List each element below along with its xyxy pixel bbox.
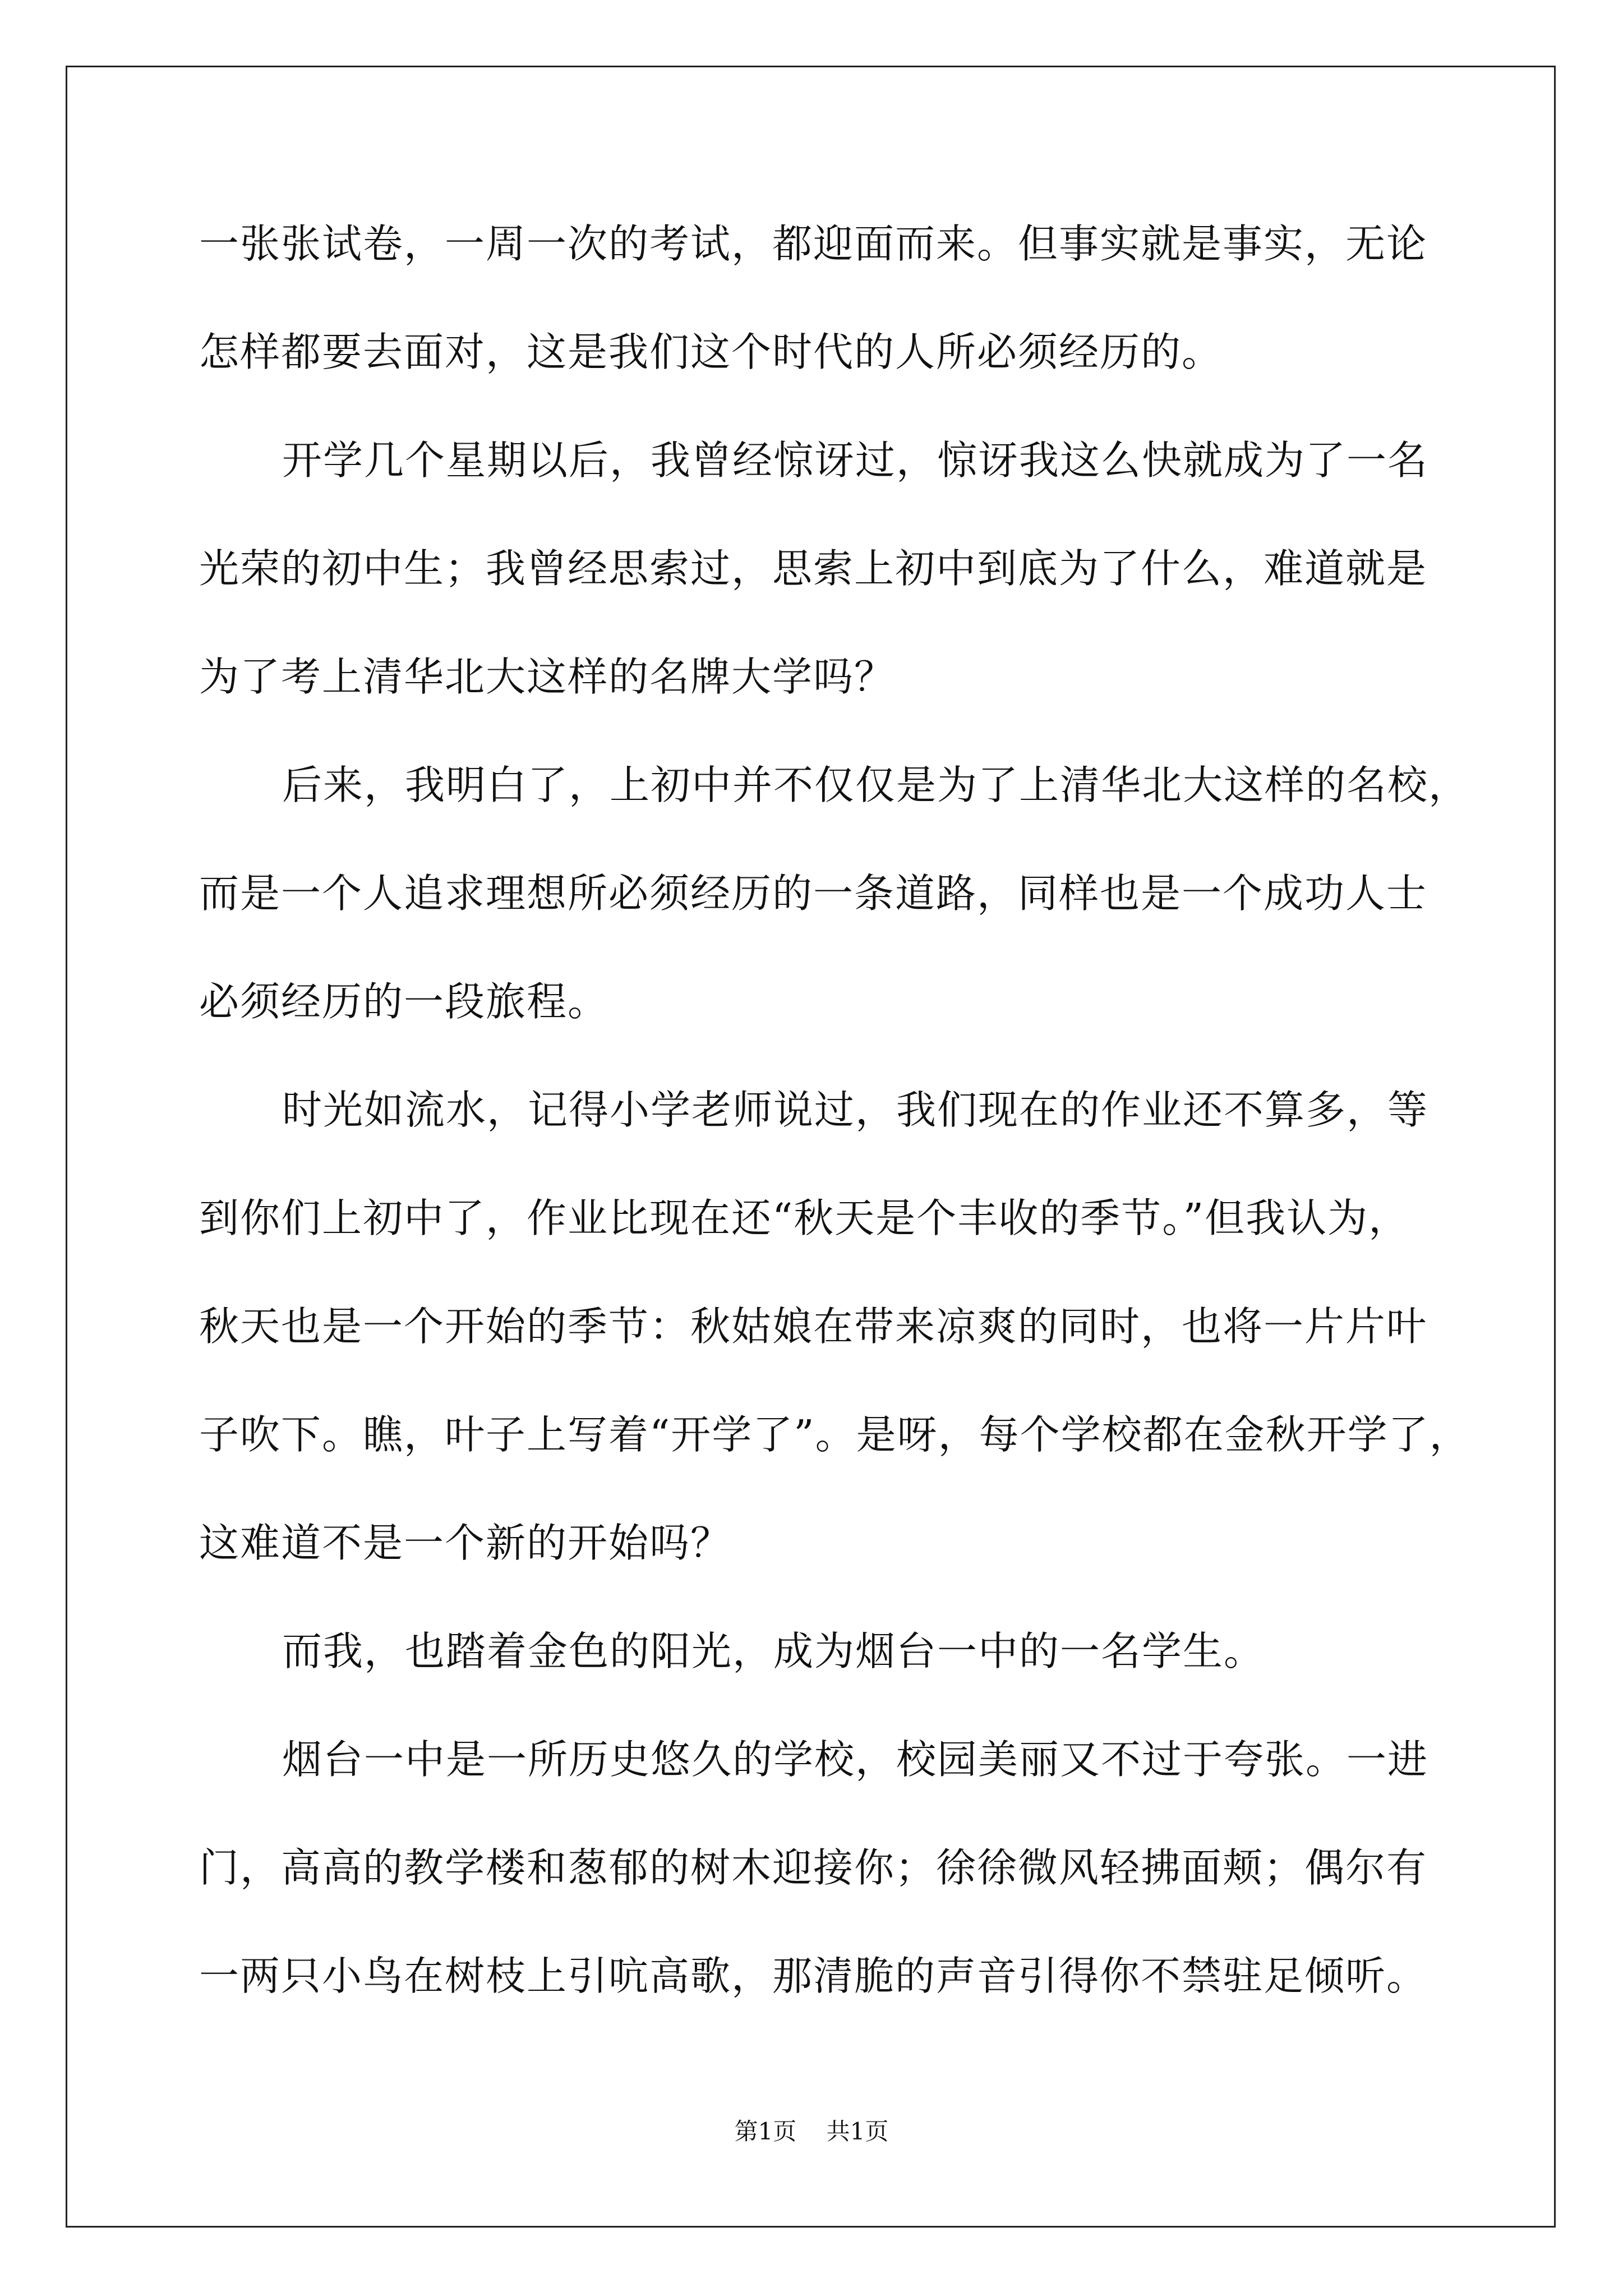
text-line: 为了考上清华北大这样的名牌大学吗？ (199, 654, 896, 700)
text-line: 怎样都要去面对，这是我们这个时代的人所必须经历的。 (199, 329, 1223, 375)
text-line: 门，高高的教学楼和葱郁的树木迎接你；徐徐微风轻拂面颊；偶尔有 (199, 1844, 1428, 1891)
text-line: 光荣的初中生；我曾经思索过，思索上初中到底为了什么，难道就是 (199, 545, 1428, 592)
text-line: 秋天也是一个开始的季节：秋姑娘在带来凉爽的同时，也将一片片叶 (199, 1303, 1428, 1350)
text-line: 到你们上初中了，作业比现在还“秋天是个丰收的季节。”但我认为， (199, 1195, 1410, 1241)
page-number-footer: 第1页 共1页 (734, 2118, 889, 2145)
text-line: 子吹下。瞧，叶子上写着“开学了”。是呀，每个学校都在金秋开学了， (199, 1411, 1470, 1458)
text-line: 这难道不是一个新的开始吗？ (199, 1520, 732, 1566)
paragraph-first-line: 时光如流水，记得小学老师说过，我们现在的作业还不算多，等 (282, 1087, 1429, 1133)
text-line: 必须经历的一段旅程。 (199, 978, 609, 1025)
paragraph-first-line: 烟台一中是一所历史悠久的学校，校园美丽又不过于夸张。一进 (282, 1736, 1429, 1783)
paragraph-first-line: 后来，我明白了，上初中并不仅仅是为了上清华北大这样的名校， (282, 762, 1470, 808)
document-body (199, 216, 1470, 2056)
text-line: 一两只小鸟在树枝上引吭高歌，那清脆的声音引得你不禁驻足倾听。 (199, 1953, 1428, 1999)
text-line: 一张张试卷，一周一次的考试，都迎面而来。但事实就是事实，无论 (199, 220, 1428, 267)
text-line: 而是一个人追求理想所必须经历的一条道路，同样也是一个成功人士 (199, 870, 1428, 917)
paragraph-first-line: 开学几个星期以后，我曾经惊讶过，惊讶我这么快就成为了一名 (282, 437, 1429, 484)
paragraph-first-line: 而我，也踏着金色的阳光，成为烟台一中的一名学生。 (282, 1628, 1265, 1674)
